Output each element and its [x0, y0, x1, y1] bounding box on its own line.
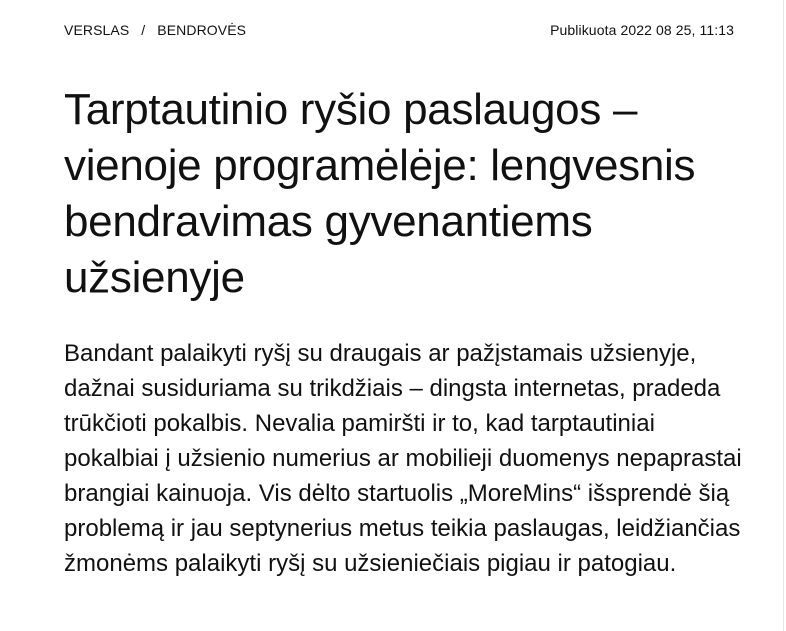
- article-title: Tarptautinio ryšio paslaugos – vienoje programėlėje: lengvesnis bendravimas gyvenantiems užsienyje: [64, 85, 696, 302]
- breadcrumb-item-bendroves[interactable]: BENDROVĖS: [157, 22, 247, 38]
- article-lead: Bandant palaikyti ryšį su draugais ar pažįstamais užsienyje, dažnai susiduriama su trikdžiais – dingsta internetas, pradeda trūkčioti pokalbis. Nevalia pamiršti ir to, kad tarptautiniai pokalbiai į užsienio numerius ar mobilieji duomenys nepaprastai brangiai kainuoja. Vis dėlto startuolis „MoreMins“ išsprendė šią problemą ir jau septynerius metus teikia paslaugas, leidžiančias žmonėms palaikyti ryšį su užsieniečiais pigiau ir patogiau.: [64, 340, 742, 577]
- breadcrumb-item-verslas[interactable]: VERSLAS: [64, 22, 130, 38]
- article-meta-bar: [64, 20, 734, 40]
- published-date: Publikuota 2022 08 25, 11:13: [550, 22, 734, 38]
- page-edge-divider: [783, 0, 784, 631]
- breadcrumb-separator: /: [141, 22, 146, 38]
- breadcrumb: [64, 22, 246, 38]
